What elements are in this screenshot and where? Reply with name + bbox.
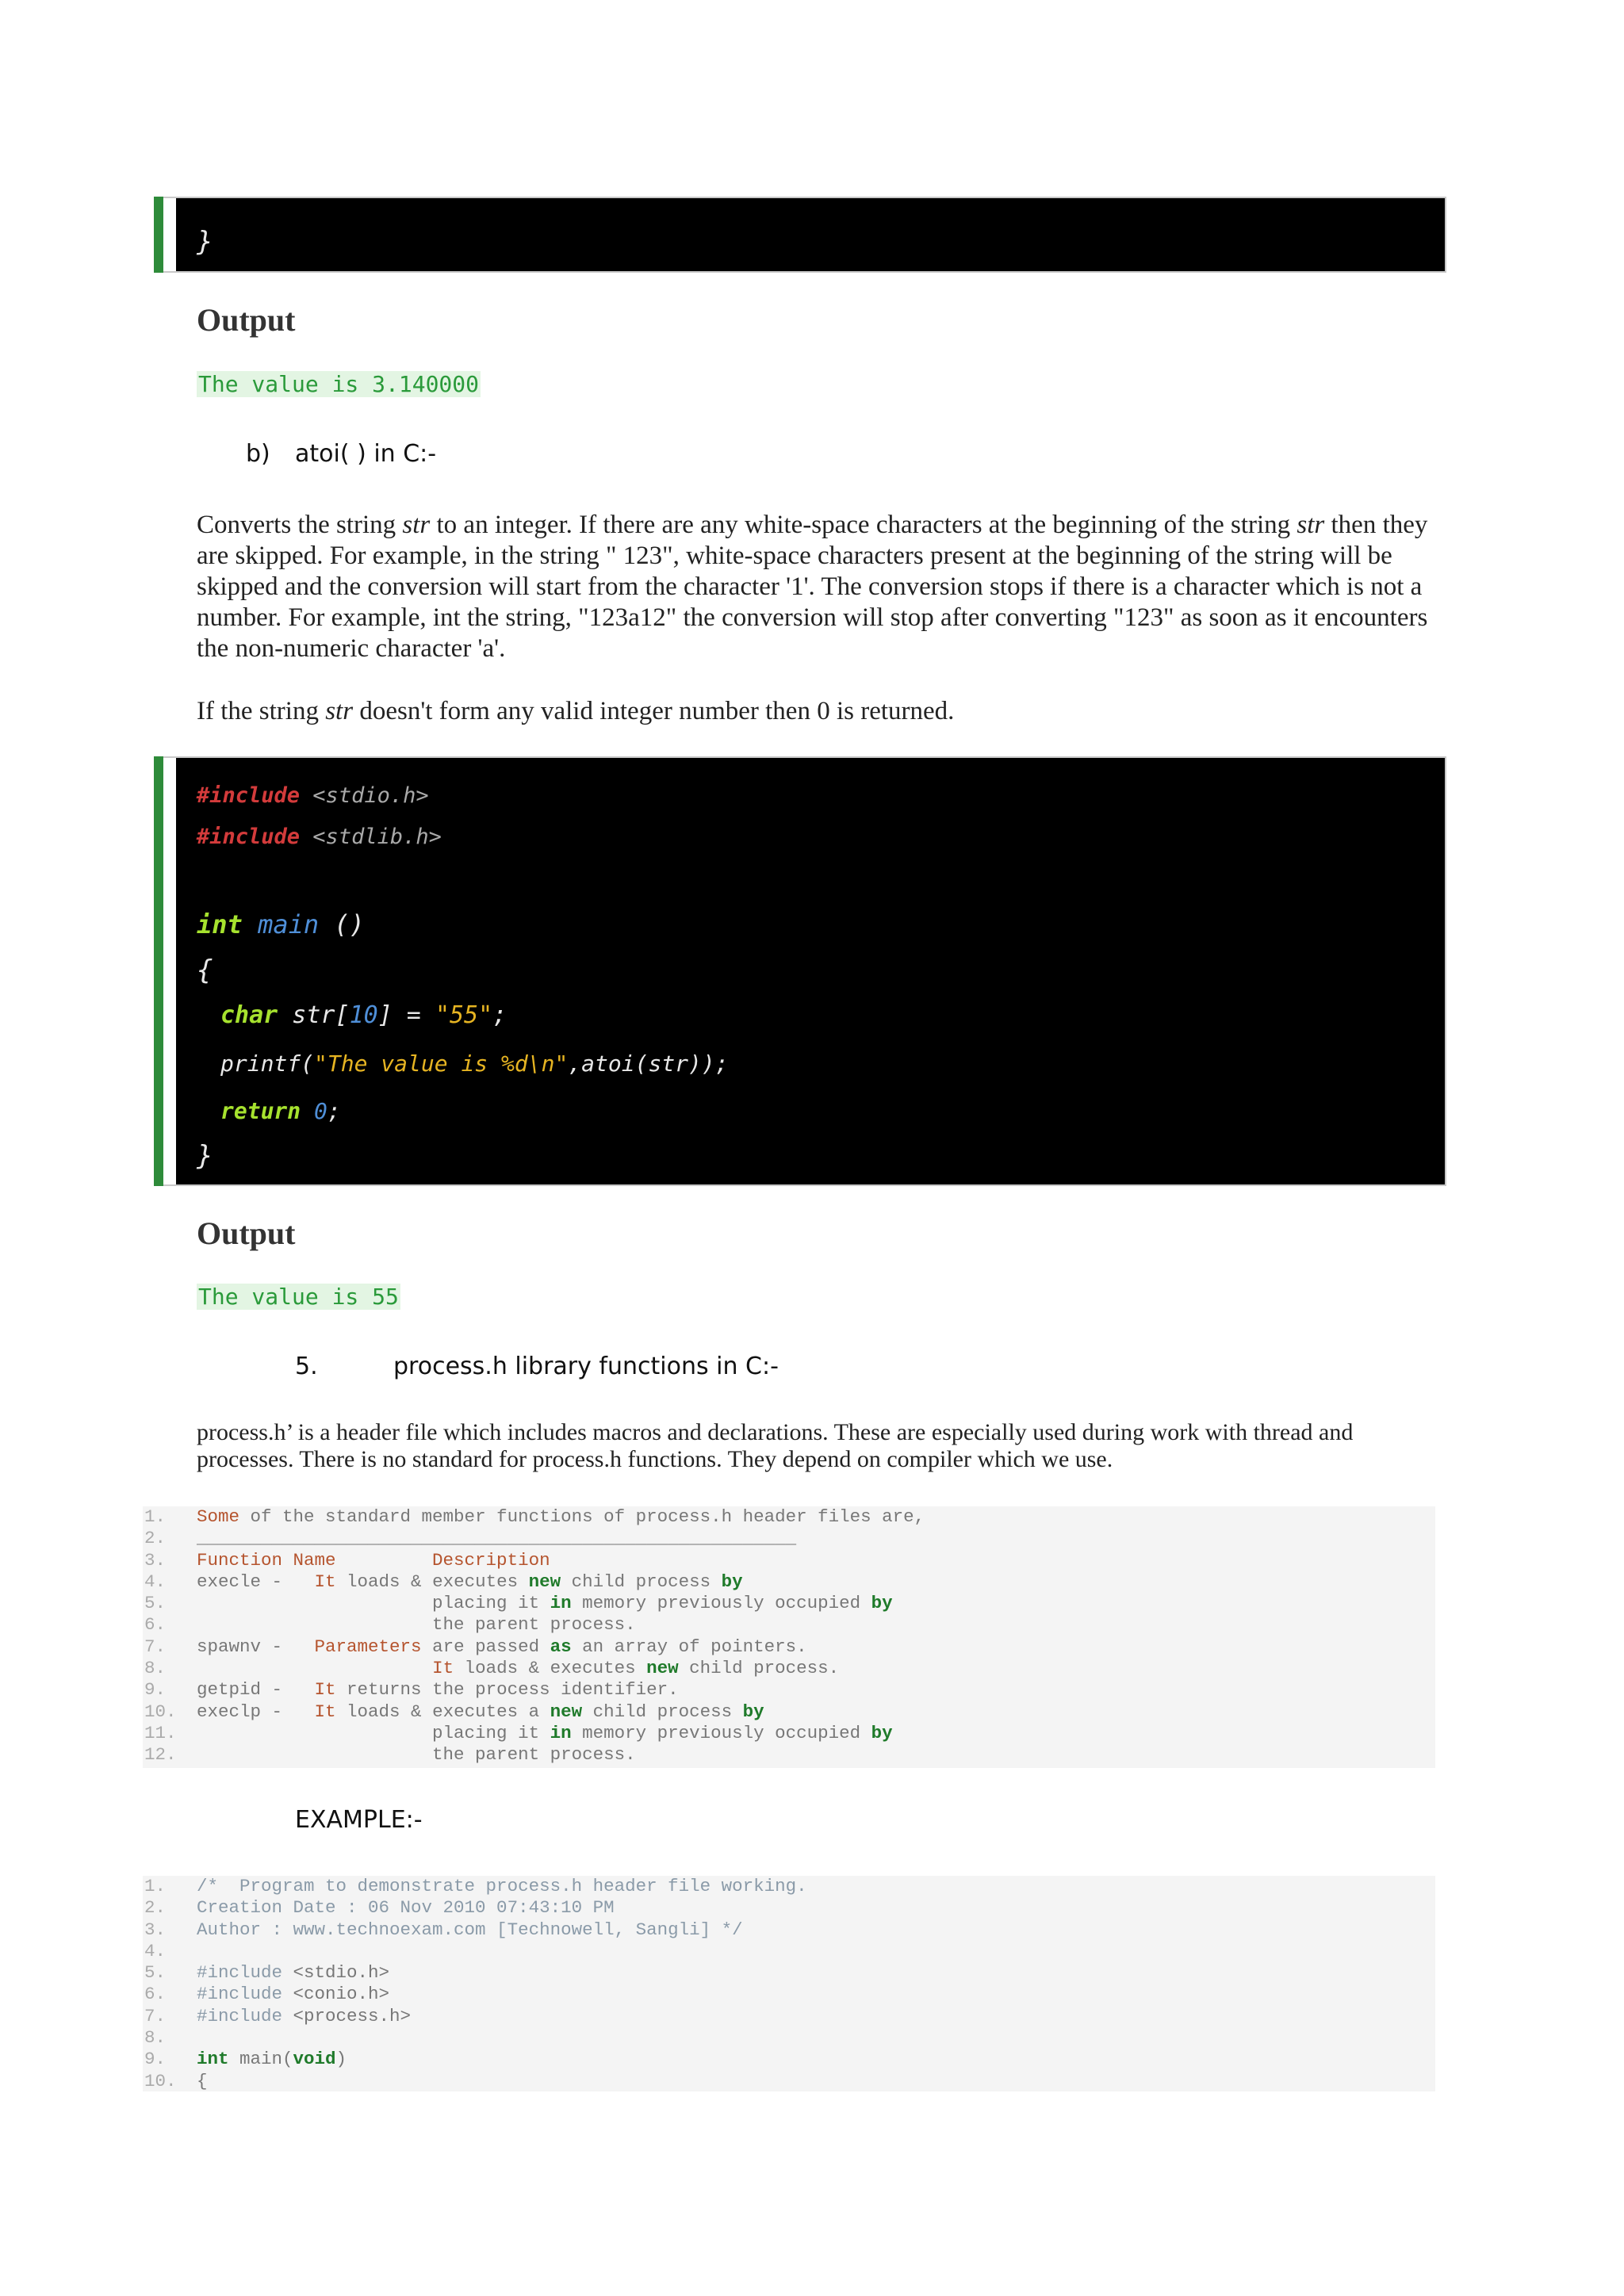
token: spawnv - <box>197 1636 315 1657</box>
code: printf( <box>220 1050 315 1077</box>
code-line-printf <box>220 1050 729 1077</box>
line-text <box>197 1723 893 1744</box>
listing-line <box>143 1984 1435 2005</box>
header-name: <stdlib.h> <box>300 825 442 849</box>
token: void <box>293 2049 336 2070</box>
line-number: 1. <box>144 1506 167 1527</box>
line-number: 2. <box>144 1528 167 1549</box>
code-line-main <box>197 909 365 939</box>
token: #include <box>197 1962 283 1984</box>
text: to an integer. If there are any white-space characters at the beginning of the string <box>430 511 1297 539</box>
line-number: 1. <box>144 1876 167 1896</box>
atoi-description <box>197 510 1434 664</box>
line-text <box>197 1506 925 1528</box>
code-listing-functions <box>143 1506 1435 1768</box>
line-number: 10. <box>144 1701 177 1722</box>
token: as <box>550 1636 572 1657</box>
line-text <box>197 1962 389 1984</box>
header-name: <stdio.h> <box>300 783 429 808</box>
listing-line <box>143 1941 1435 1962</box>
listing-line <box>143 2049 1435 2070</box>
line-number: 9. <box>144 1679 167 1701</box>
line-text: the parent process. <box>197 1614 636 1636</box>
text: Converts the string <box>197 511 403 539</box>
token: It <box>432 1658 454 1679</box>
str-emphasis: str <box>1297 511 1325 539</box>
token: loads & executes <box>454 1658 647 1679</box>
text: If the string <box>197 697 326 725</box>
section-b-label: b) <box>246 440 270 468</box>
token: new <box>646 1658 679 1679</box>
code-line-char-decl <box>220 1001 507 1029</box>
token: child process. <box>678 1658 840 1679</box>
line-number: 3. <box>144 1919 167 1940</box>
token: memory previously occupied <box>571 1722 871 1743</box>
token: <stdio.h> <box>282 1962 390 1984</box>
code-line-include-stdio <box>197 783 429 808</box>
token: execlp - <box>197 1701 315 1722</box>
listing-line <box>143 2071 1435 2092</box>
line-text <box>197 2006 411 2027</box>
keyword: #include <box>197 783 301 808</box>
line-text: Function Name Description <box>197 1549 550 1571</box>
output-text: The value is 3.140000 <box>198 371 480 397</box>
line-number: 7. <box>144 2005 167 2026</box>
punctuation: () <box>319 909 365 939</box>
output-text: The value is 55 <box>198 1284 399 1310</box>
token: placing it <box>197 1722 550 1743</box>
listing-line <box>143 1593 1435 1614</box>
token: #include <box>197 1984 283 2005</box>
listing-line <box>143 1550 1435 1571</box>
line-number: 10. <box>144 2070 177 2091</box>
token: placing it <box>197 1593 550 1614</box>
section-b-title: atoi( ) in C:- <box>295 440 437 468</box>
token: of the standard member functions of process.h header files are, <box>239 1506 925 1527</box>
token: It <box>314 1679 336 1701</box>
listing-line <box>143 1506 1435 1528</box>
token: returns the process identifier. <box>335 1679 679 1701</box>
output-heading: Output <box>197 1215 296 1251</box>
line-text: the parent process. <box>197 1744 636 1766</box>
token: child process <box>561 1571 722 1592</box>
token: loads & executes a <box>335 1701 550 1722</box>
line-number: 8. <box>144 2027 167 2049</box>
string: "55" <box>435 1001 493 1029</box>
str-emphasis: str <box>325 697 354 725</box>
token: by <box>742 1701 764 1722</box>
code: ,atoi(str)); <box>568 1050 729 1077</box>
code-line-close-brace: } <box>197 1140 213 1172</box>
token: <conio.h> <box>282 1984 390 2005</box>
code: str[ <box>278 1001 350 1029</box>
token: new <box>550 1701 583 1722</box>
token: memory previously occupied <box>571 1593 871 1614</box>
token: ) <box>335 2049 347 2070</box>
token: by <box>871 1593 893 1614</box>
token: by <box>721 1571 743 1592</box>
line-number: 6. <box>144 1614 167 1636</box>
code-block-accent-bar <box>154 197 163 273</box>
listing-line <box>143 1919 1435 1941</box>
example-label: EXAMPLE:- <box>295 1806 423 1834</box>
token: by <box>871 1722 893 1743</box>
line-text: ________________________________________________________ <box>197 1528 797 1549</box>
keyword: return <box>220 1098 301 1124</box>
code: ; <box>327 1098 341 1124</box>
keyword: char <box>220 1001 278 1029</box>
token: <process.h> <box>282 2005 412 2026</box>
keyword: #include <box>197 825 301 849</box>
token: getpid - <box>197 1679 315 1701</box>
atoi-return-note <box>197 696 1434 727</box>
token: Some <box>197 1506 240 1527</box>
line-number: 12. <box>144 1744 177 1766</box>
line-number: 11. <box>144 1722 177 1743</box>
code-line-open-brace: { <box>197 955 213 986</box>
line-text: { <box>197 2070 208 2091</box>
code-block-gutter <box>163 198 176 271</box>
code: ; <box>492 1001 508 1029</box>
token: main( <box>228 2049 293 2070</box>
listing-line <box>143 1701 1435 1723</box>
token: an array of pointers. <box>571 1636 807 1657</box>
listing-line <box>143 1571 1435 1593</box>
section-5-number: 5. <box>295 1353 318 1380</box>
token: int <box>197 2049 229 2070</box>
listing-line <box>143 1876 1435 1897</box>
process-h-description: process.h’ is a header file which includes macros and declarations. These are especially used during work with thread and processes. There is no standard for process.h functions. They depend on compiler which we use. <box>197 1419 1354 1472</box>
text: doesn't form any valid integer number then 0 is returned. <box>353 697 955 725</box>
token: new <box>528 1571 561 1592</box>
line-number: 5. <box>144 1962 167 1984</box>
token: loads & executes <box>335 1571 529 1592</box>
listing-line <box>143 1658 1435 1679</box>
token: Parameters <box>314 1636 422 1657</box>
token: It <box>314 1571 336 1592</box>
code-block-atoi-example <box>154 756 1446 1186</box>
listing-line <box>143 1744 1435 1766</box>
line-number: 6. <box>144 1984 167 2005</box>
code-block-accent-bar <box>154 756 163 1186</box>
line-text <box>197 2049 347 2070</box>
listing-line <box>143 1679 1435 1701</box>
token: #include <box>197 2005 283 2026</box>
string: "The value is %d\n" <box>314 1050 569 1077</box>
line-number: 7. <box>144 1636 167 1657</box>
listing-line <box>143 1636 1435 1658</box>
code: ] = <box>377 1001 435 1029</box>
line-text <box>197 1984 389 2005</box>
function-name: main <box>242 909 320 939</box>
token <box>197 1658 432 1678</box>
line-number: 9. <box>144 2049 167 2070</box>
code-line-include-stdlib <box>197 825 442 849</box>
token: execle - <box>197 1571 315 1592</box>
line-number: 4. <box>144 1940 167 1961</box>
line-text <box>197 1571 743 1593</box>
listing-line <box>143 1614 1435 1636</box>
listing-line <box>143 1897 1435 1919</box>
code-listing-example <box>143 1876 1435 2091</box>
line-text: /* Program to demonstrate process.h header file working. <box>197 1876 807 1896</box>
text: then they are skipped. For example, in the string " 123", white-space characters present at the beginning of the string will be skipped and the conversion will start from the character '1'. The conversion stops if there is a character which is not a number. For example, int the string, "123a12" the conversion will stop after converting "123" as soon as it encounters the non-numeric character 'a'. <box>197 511 1428 663</box>
code-line: } <box>197 226 213 258</box>
line-text: Author : www.technoexam.com [Technowell, Sangli] */ <box>197 1919 743 1940</box>
token: in <box>550 1593 572 1614</box>
code-line-return <box>220 1098 341 1124</box>
number: 0 <box>301 1098 327 1124</box>
token: are passed <box>421 1636 550 1657</box>
listing-line <box>143 2006 1435 2027</box>
line-number: 8. <box>144 1658 167 1679</box>
listing-line <box>143 1962 1435 1984</box>
line-text: Creation Date : 06 Nov 2010 07:43:10 PM <box>197 1897 615 1919</box>
listing-line <box>143 1723 1435 1744</box>
token: child process <box>582 1701 743 1722</box>
str-emphasis: str <box>402 511 431 539</box>
keyword: int <box>197 909 243 939</box>
token: It <box>314 1701 336 1722</box>
listing-line <box>143 2027 1435 2049</box>
line-number: 3. <box>144 1549 167 1571</box>
line-number: 2. <box>144 1897 167 1919</box>
line-text <box>197 1593 893 1614</box>
output-heading: Output <box>197 302 296 338</box>
line-text <box>197 1636 807 1658</box>
line-text <box>197 1658 839 1679</box>
line-number: 4. <box>144 1571 167 1592</box>
line-number: 5. <box>144 1593 167 1614</box>
number: 10 <box>349 1001 378 1029</box>
code-block-closing <box>154 197 1446 273</box>
code-block-gutter <box>163 758 176 1184</box>
line-text <box>197 1701 764 1723</box>
token: in <box>550 1722 572 1743</box>
line-text <box>197 1679 679 1701</box>
section-5-title: process.h library functions in C:- <box>393 1353 779 1380</box>
listing-line <box>143 1528 1435 1549</box>
